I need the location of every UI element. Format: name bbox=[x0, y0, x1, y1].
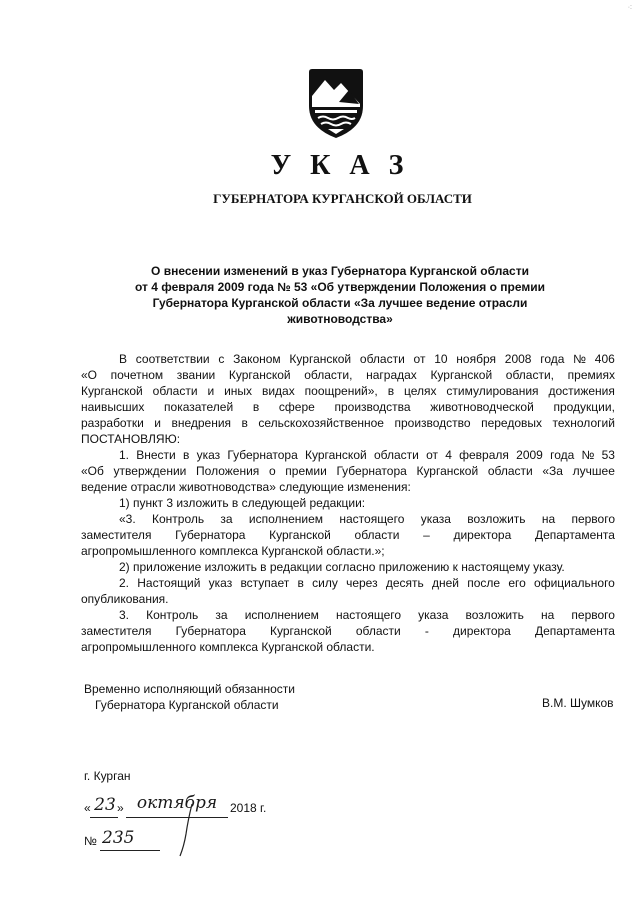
body-word: Курганской bbox=[430, 368, 493, 382]
date-year: 2018 г. bbox=[230, 801, 267, 815]
body-word: лучшее bbox=[572, 464, 615, 478]
heading-line: животноводства» bbox=[287, 312, 393, 326]
body-word: 53 bbox=[601, 448, 615, 462]
body-line-text: ведение отрасли животноводства» следующие изменения: bbox=[81, 480, 411, 494]
body-word: соответствии bbox=[135, 352, 210, 366]
body-word: года bbox=[550, 448, 575, 462]
body-word: Курганской bbox=[269, 528, 331, 542]
number-underline bbox=[100, 850, 160, 851]
date-open-quote: « bbox=[84, 801, 91, 815]
body-word: показателей bbox=[164, 400, 234, 414]
body-word: производства bbox=[334, 400, 411, 414]
body-word: Курганской bbox=[81, 384, 143, 398]
document-subtitle: ГУБЕРНАТОРА КУРГАНСКОЙ ОБЛАСТИ bbox=[213, 191, 472, 206]
body-word: и bbox=[207, 384, 215, 398]
body-word: и bbox=[154, 416, 161, 430]
body-word: в bbox=[183, 448, 190, 462]
body-word: животноводческой bbox=[430, 400, 534, 414]
body-word: продукции, bbox=[553, 400, 615, 414]
body-line-text: 2) приложение изложить в редакции согласно приложению к настоящему указу. bbox=[119, 560, 565, 574]
date-day-handwritten: 23 bbox=[94, 795, 116, 815]
body-line bbox=[81, 639, 615, 655]
body-line bbox=[81, 575, 615, 591]
body-word: Настоящий bbox=[137, 576, 201, 590]
body-line-text: опубликования. bbox=[81, 592, 169, 606]
body-word: директора bbox=[453, 528, 512, 542]
body-word: настоящего bbox=[336, 608, 402, 622]
body-word: за bbox=[220, 512, 233, 526]
body-word: - bbox=[424, 624, 429, 638]
body-line bbox=[81, 511, 615, 527]
body-line bbox=[81, 383, 615, 399]
signature-stroke bbox=[170, 800, 210, 860]
body-word: области bbox=[359, 352, 405, 366]
signer-name: В.М. Шумков bbox=[542, 696, 614, 710]
body-word: через bbox=[346, 576, 378, 590]
body-word: Внести bbox=[136, 448, 176, 462]
heading-line: Губернатора Курганской области «За лучшее ведение отрасли bbox=[152, 296, 528, 310]
body-word: с bbox=[218, 352, 225, 366]
body-word: на bbox=[540, 608, 555, 622]
body-word: области bbox=[354, 528, 400, 542]
body-word: Губернатора bbox=[175, 624, 246, 638]
body-word: в bbox=[387, 384, 395, 398]
body-line bbox=[81, 527, 615, 543]
body-word: поощрений», bbox=[304, 384, 378, 398]
body-word: области bbox=[355, 624, 401, 638]
body-word: Положения bbox=[196, 464, 260, 478]
body-word: 406 bbox=[594, 352, 615, 366]
body-word: почетном bbox=[110, 368, 164, 382]
body-word: передовых bbox=[481, 416, 543, 430]
body-line bbox=[81, 591, 615, 607]
body-word: Контроль bbox=[146, 608, 199, 622]
body-word: в bbox=[241, 416, 248, 430]
body-word: «За bbox=[542, 464, 563, 478]
body-word: № bbox=[573, 352, 587, 366]
date-day-underline bbox=[90, 817, 118, 818]
body-word: 3. bbox=[119, 608, 130, 622]
body-word: силу bbox=[312, 576, 338, 590]
body-word: 2008 bbox=[504, 352, 532, 366]
body-word: в bbox=[252, 400, 260, 414]
body-line bbox=[81, 463, 615, 479]
body-word: сельскохозяйственное bbox=[258, 416, 384, 430]
body-word: дней bbox=[431, 576, 459, 590]
body-word: № bbox=[581, 448, 595, 462]
body-word: 10 bbox=[434, 352, 448, 366]
body-word: настоящего bbox=[339, 512, 405, 526]
body-word: от bbox=[426, 448, 438, 462]
number-sign: № bbox=[84, 834, 97, 848]
body-word: производство bbox=[394, 416, 471, 430]
body-line bbox=[81, 367, 615, 383]
body-word: целях bbox=[403, 384, 437, 398]
body-word: разработки bbox=[81, 416, 144, 430]
body-word: 4 bbox=[445, 448, 452, 462]
body-line bbox=[81, 495, 615, 511]
corner-mark: ·: bbox=[627, 4, 632, 11]
body-line bbox=[81, 543, 615, 559]
body-word: указа bbox=[418, 608, 449, 622]
body-line bbox=[81, 447, 615, 463]
decree-heading bbox=[100, 263, 580, 327]
signer-position bbox=[84, 681, 295, 713]
body-word: утверждении bbox=[113, 464, 187, 478]
body-word: премии bbox=[285, 464, 327, 478]
body-word: области, bbox=[505, 368, 555, 382]
body-word: 1. bbox=[119, 448, 130, 462]
body-word: вступает bbox=[240, 576, 290, 590]
body-word: на bbox=[541, 512, 556, 526]
body-word: февраля bbox=[459, 448, 509, 462]
body-word: наивысших bbox=[81, 400, 145, 414]
body-word: после bbox=[467, 576, 501, 590]
body-word: Губернатора bbox=[175, 528, 246, 542]
body-word: «3. bbox=[119, 512, 136, 526]
body-word: официального bbox=[534, 576, 615, 590]
body-word: исполнением bbox=[244, 608, 319, 622]
body-word: первого bbox=[571, 608, 615, 622]
body-word: года bbox=[540, 352, 565, 366]
body-word: Курганской bbox=[228, 368, 291, 382]
body-line bbox=[81, 623, 615, 639]
body-line bbox=[81, 415, 615, 431]
body-line-text: ПОСТАНОВЛЯЮ: bbox=[81, 432, 181, 446]
body-word: сфере bbox=[278, 400, 315, 414]
body-word: Контроль bbox=[151, 512, 205, 526]
body-word: Законом bbox=[233, 352, 281, 366]
body-word: наградах bbox=[366, 368, 417, 382]
body-word: заместителя bbox=[81, 528, 152, 542]
body-word: Департамента bbox=[534, 624, 615, 638]
body-word: исполнением bbox=[248, 512, 324, 526]
coat-of-arms-emblem bbox=[303, 66, 369, 141]
body-word: Курганской bbox=[289, 352, 352, 366]
body-word: области bbox=[373, 448, 419, 462]
body-word: стимулирования bbox=[446, 384, 539, 398]
body-word: Губернатора bbox=[336, 464, 407, 478]
body-word: за bbox=[215, 608, 228, 622]
body-word: 2. bbox=[119, 576, 130, 590]
place-of-signing: г. Курган bbox=[84, 769, 131, 783]
number-handwritten: 235 bbox=[102, 828, 135, 848]
body-line bbox=[81, 351, 615, 367]
body-word: указ bbox=[196, 448, 221, 462]
body-word: указ bbox=[208, 576, 233, 590]
body-line-text: агропромышленного комплекса Курганской области.»; bbox=[81, 544, 385, 558]
body-line bbox=[81, 399, 615, 415]
body-word: возложить bbox=[467, 512, 526, 526]
signer-position-line: Временно исполняющий обязанности bbox=[84, 682, 295, 696]
document-title: У К А З bbox=[270, 150, 410, 181]
body-word: достижения bbox=[548, 384, 615, 398]
body-word: заместителя bbox=[81, 624, 152, 638]
body-word: Курганской bbox=[304, 448, 367, 462]
body-word: области bbox=[152, 384, 198, 398]
body-word: – bbox=[423, 528, 430, 542]
body-line bbox=[81, 559, 615, 575]
body-word: от bbox=[413, 352, 426, 366]
decree-body bbox=[81, 351, 615, 655]
heading-line: от 4 февраля 2009 года № 53 «Об утверждении Положения о премии bbox=[135, 280, 545, 294]
body-word: Губернатора bbox=[227, 448, 298, 462]
body-word: «Об bbox=[81, 464, 104, 478]
body-word: «О bbox=[81, 368, 98, 382]
body-line bbox=[81, 607, 615, 623]
signer-position-line: Губернатора Курганской области bbox=[95, 698, 279, 712]
body-word: области, bbox=[304, 368, 353, 382]
date-month-handwritten: октября bbox=[136, 793, 218, 813]
body-word: Курганской bbox=[416, 464, 479, 478]
body-word: внедрения bbox=[171, 416, 232, 430]
body-word: в bbox=[297, 576, 304, 590]
body-word: области bbox=[487, 464, 533, 478]
body-word: десять bbox=[385, 576, 424, 590]
body-word: иных bbox=[224, 384, 253, 398]
body-word: видах bbox=[261, 384, 295, 398]
body-word: Департамента bbox=[534, 528, 615, 542]
body-word: его bbox=[508, 576, 526, 590]
body-word: указа bbox=[420, 512, 451, 526]
body-word: возложить bbox=[465, 608, 524, 622]
body-line bbox=[81, 431, 615, 447]
body-word: технологий bbox=[552, 416, 615, 430]
body-line-text: агропромышленного комплекса Курганской области. bbox=[81, 640, 375, 654]
body-word: директора bbox=[453, 624, 511, 638]
body-word: звании bbox=[176, 368, 216, 382]
body-word: В bbox=[119, 352, 128, 366]
body-word: 2009 bbox=[516, 448, 543, 462]
heading-line: О внесении изменений в указ Губернатора Курганской области bbox=[151, 264, 529, 278]
body-line bbox=[81, 479, 615, 495]
body-word: о bbox=[268, 464, 276, 478]
body-line-text: 1) пункт 3 изложить в следующей редакции: bbox=[119, 496, 366, 510]
date-close-quote: » bbox=[117, 801, 124, 815]
body-word: первого bbox=[571, 512, 615, 526]
body-word: ноября bbox=[456, 352, 497, 366]
body-word: премиях bbox=[567, 368, 615, 382]
body-word: Курганской bbox=[270, 624, 332, 638]
